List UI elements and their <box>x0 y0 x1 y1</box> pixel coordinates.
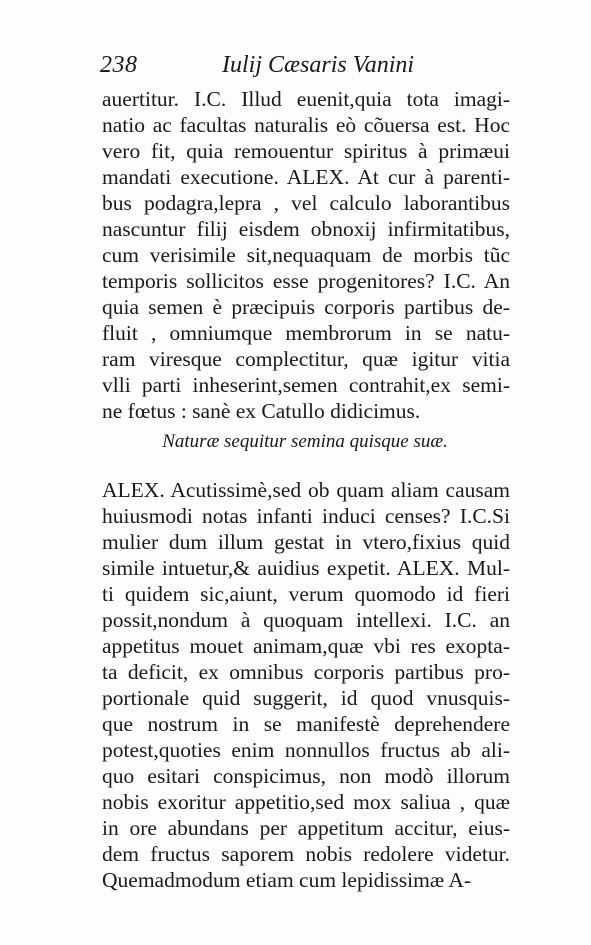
page-header <box>100 52 500 82</box>
text-line: nobis exoritur appetitio,sed mox saliua , quæ <box>102 790 510 814</box>
text-line: quia semen è præcipuis corporis partibus de- <box>102 295 510 319</box>
text-line: potest,quoties enim nonnullos fructus ab ali- <box>102 738 510 762</box>
text-line: ta deficit, ex omnibus corporis partibus pro- <box>102 660 510 684</box>
text-line: bus podagra,lepra , vel calculo laborantibus <box>102 191 510 215</box>
running-title: Iulij Cæsaris Vanini <box>222 52 415 78</box>
text-line: mandati executione. ALEX. At cur à parenti- <box>102 165 510 189</box>
text-line: Quemadmodum etiam cum lepidissimæ A- <box>102 868 472 892</box>
text-line: auertitur. I.C. Illud euenit,quia tota imagi- <box>102 87 510 111</box>
text-line: fluit , omniumque membrorum in se natu- <box>102 321 510 345</box>
text-line: temporis sollicitos esse progenitores? I.C. An <box>102 269 510 293</box>
text-line: ti quidem sic,aiunt, verum quomodo id fieri <box>102 582 510 606</box>
text-line: appetitus mouet animam,quæ vbi res exopta- <box>102 634 510 658</box>
page-number: 238 <box>100 52 138 78</box>
paragraph-2 <box>102 477 510 893</box>
verse-quotation: Naturæ sequitur semina quisque suæ. <box>162 431 448 452</box>
text-line: ram viresque complectitur, quæ igitur vitia <box>102 347 510 371</box>
text-line: vlli parti inheserint,semen contrahit,ex semi- <box>102 373 510 397</box>
text-line: portionale quid suggerit, id quod vnusquis- <box>102 686 510 710</box>
text-line: dem fructus saporem nobis redolere videtur. <box>102 842 510 866</box>
text-line: natio ac facultas naturalis eò cõuersa est. Hoc <box>102 113 510 137</box>
paragraph-1 <box>102 86 510 424</box>
text-line: cum verisimile sit,nequaquam de morbis tũc <box>102 243 510 267</box>
text-line: vero fit, quia remouentur spiritus à primæui <box>102 139 510 163</box>
text-line: in ore abundans per appetitum accitur, eius- <box>102 816 510 840</box>
text-line: mulier dum illum gestat in vtero,fixius quid <box>102 530 510 554</box>
text-line: huiusmodi notas infanti induci censes? I.C.Si <box>102 504 510 528</box>
text-line: nascuntur filij eisdem obnoxij infirmitatibus, <box>102 217 510 241</box>
text-line: que nostrum in se manifestè deprehendere <box>102 712 510 736</box>
text-line: ALEX. Acutissimè,sed ob quam aliam causam <box>102 478 510 502</box>
text-line: possit,nondum à quoquam intellexi. I.C. an <box>102 608 510 632</box>
text-line: ne fœtus : sanè ex Catullo didicimus. <box>102 399 421 423</box>
text-line: simile intuetur,& auidius expetit. ALEX. Mul- <box>102 556 510 580</box>
text-line: quo esitari conspicimus, non modò illorum <box>102 764 510 788</box>
